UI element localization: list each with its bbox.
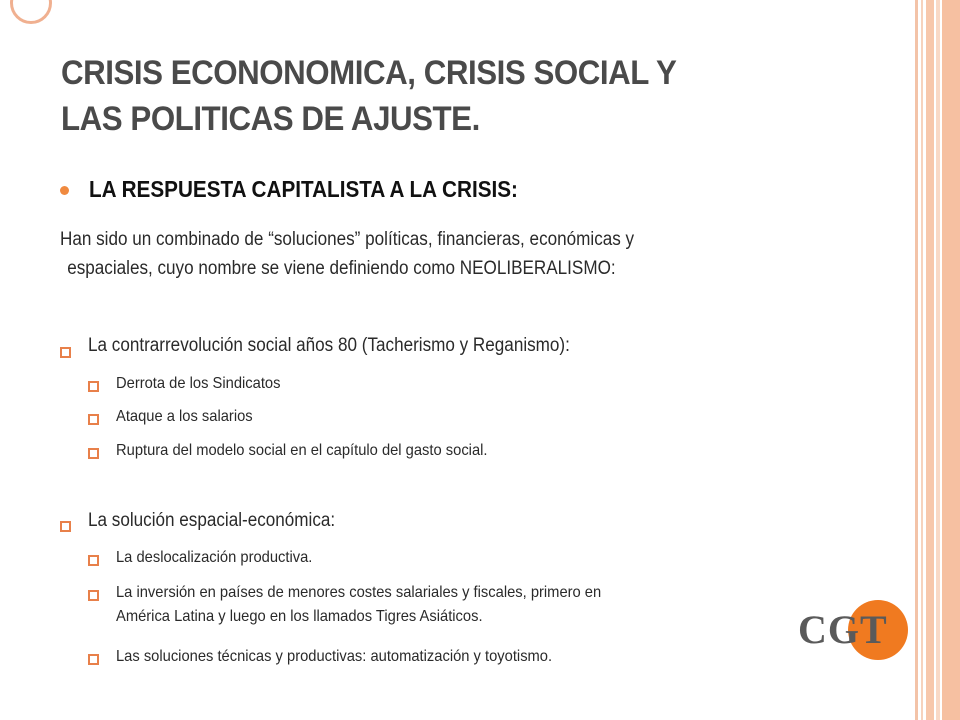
slide-title: [61, 50, 779, 142]
list-item: La inversión en países de menores costes salariales y fiscales, primero en: [116, 584, 602, 601]
section2-label: La solución espacial-económica:: [88, 510, 336, 531]
title-line-2: LAS POLITICAS DE AJUSTE.: [61, 100, 480, 138]
list-item: Ataque a los salarios: [116, 408, 253, 425]
list-item: Las soluciones técnicas y productivas: automatización y toyotismo.: [116, 648, 553, 665]
heading-row: [60, 170, 820, 210]
square-bullet-icon: [88, 590, 99, 601]
intro-line-2: espaciales, cuyo nombre se viene definiendo como NEOLIBERALISMO:: [67, 258, 616, 279]
decorative-stripes: [915, 0, 960, 720]
square-bullet-icon: [88, 555, 99, 566]
section-heading: LA RESPUESTA CAPITALISTA A LA CRISIS:: [89, 176, 518, 202]
cgt-logo: [798, 600, 918, 660]
bullet-dot-icon: [60, 186, 69, 195]
square-bullet-icon: [60, 347, 71, 358]
square-bullet-icon: [88, 654, 99, 665]
section1-label: La contrarrevolución social años 80 (Tacherismo y Reganismo):: [88, 335, 570, 356]
list-item: Derrota de los Sindicatos: [116, 375, 281, 392]
list-item-continuation: América Latina y luego en los llamados Tigres Asiáticos.: [116, 608, 483, 625]
list-item: Ruptura del modelo social en el capítulo del gasto social.: [116, 442, 488, 459]
square-bullet-icon: [88, 414, 99, 425]
square-bullet-icon: [88, 381, 99, 392]
slide-content: [60, 170, 820, 665]
decorative-ring: [10, 0, 52, 24]
intro-line-1: Han sido un combinado de “soluciones” políticas, financieras, económicas y: [60, 229, 635, 250]
title-line-1: CRISIS ECONONOMICA, CRISIS SOCIAL Y: [61, 54, 677, 92]
list-item: La deslocalización productiva.: [116, 549, 313, 566]
intro-paragraph: [60, 225, 850, 283]
logo-text: CGT: [798, 607, 888, 652]
square-bullet-icon: [88, 448, 99, 459]
square-bullet-icon: [60, 521, 71, 532]
